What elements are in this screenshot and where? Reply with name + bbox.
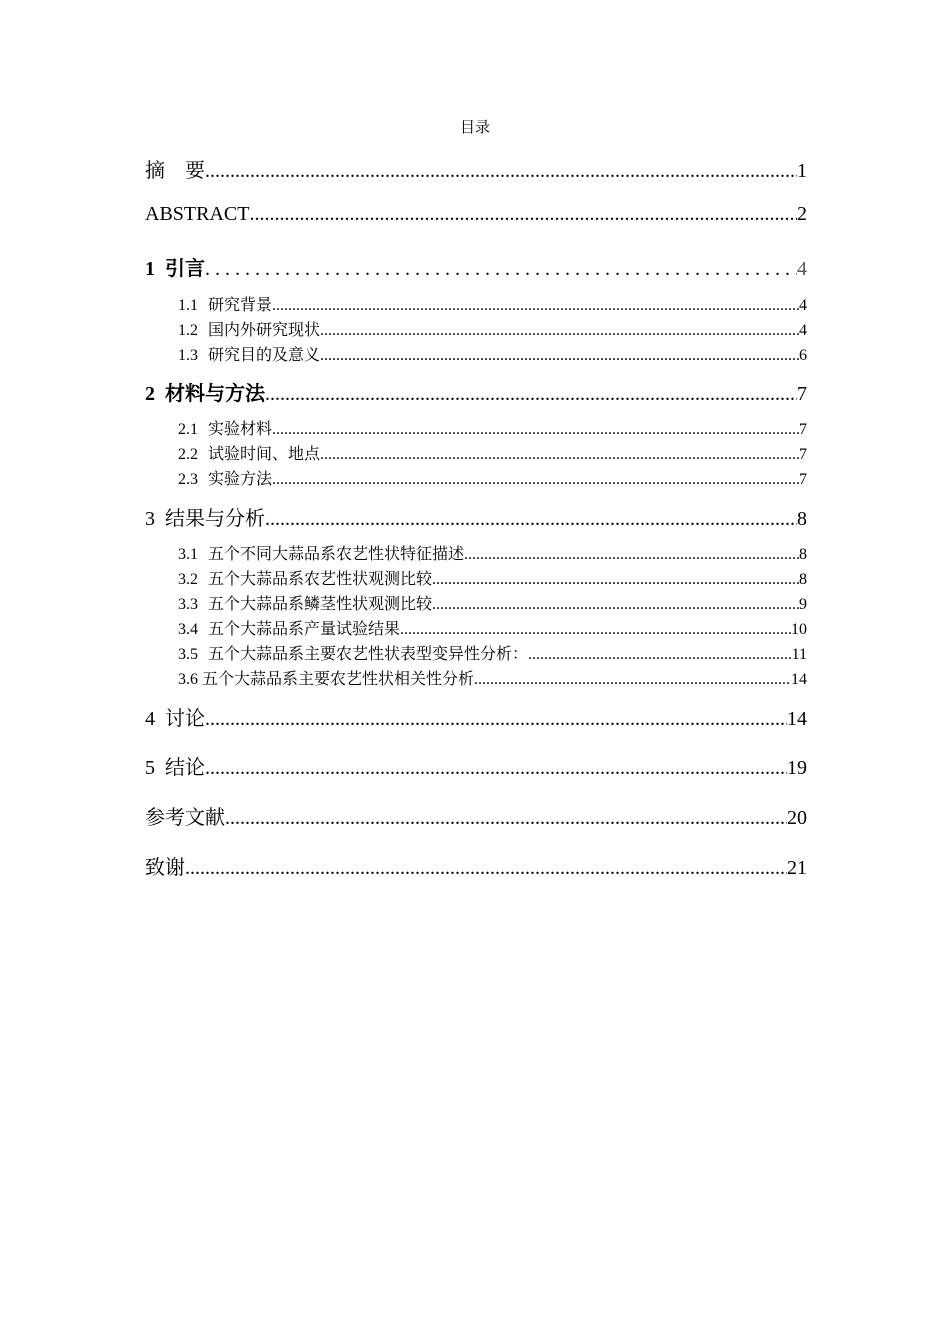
dot-leader [464, 546, 799, 564]
toc-entry-number: 3.1 [178, 546, 198, 563]
toc-entry-label: 摘 要 [145, 160, 205, 182]
toc-entry-number: 3.6 [178, 671, 198, 688]
toc-entry-3-4[interactable] [178, 616, 807, 638]
toc-entry-1-1[interactable] [178, 292, 807, 314]
dot-leader [225, 807, 787, 830]
toc-entry-page: 20 [787, 807, 807, 829]
toc-entry-page: 6 [799, 347, 807, 364]
toc-entry-3-6[interactable] [178, 666, 807, 688]
toc-entry-page: 9 [799, 596, 807, 613]
toc-entry-page: 1 [797, 160, 807, 182]
toc-entry-page: 8 [797, 508, 807, 530]
toc-entry-number: 2.2 [178, 446, 198, 463]
toc-entry-page: 7 [799, 471, 807, 488]
toc-entry-3-3[interactable] [178, 591, 807, 613]
toc-entry-number: 3.2 [178, 571, 198, 588]
toc-entry-number: 1 [145, 258, 155, 280]
toc-entry-chapter-2[interactable] [145, 377, 807, 403]
toc-entry-page: 7 [799, 421, 807, 438]
toc-entry-abstract-cn[interactable] [145, 154, 807, 180]
toc-entry-page: 4 [799, 297, 807, 314]
dot-leader [265, 383, 797, 406]
toc-entry-number: 5 [145, 757, 155, 779]
dot-leader [432, 596, 799, 614]
toc-entry-label: 实验材料 [208, 421, 273, 438]
toc-entry-label: 五个大蒜品系鳞茎性状观测比较 [208, 596, 433, 613]
toc-entry-label: 结果与分析 [165, 508, 265, 530]
toc-entry-page: 4 [799, 322, 807, 339]
toc-entry-page: 8 [799, 571, 807, 588]
toc-entry-chapter-4[interactable] [145, 702, 807, 728]
toc-entry-2-3[interactable] [178, 466, 807, 488]
toc-entry-label: 引言 [165, 258, 205, 280]
toc-entry-label: 实验方法 [208, 471, 273, 488]
dot-leader [272, 297, 799, 315]
toc-entry-number: 3 [145, 508, 155, 530]
toc-entry-label: 结论 [165, 757, 205, 779]
toc-entry-page: 14 [791, 671, 807, 688]
toc-entry-page: 11 [791, 646, 807, 663]
toc-entry-page: 2 [797, 203, 807, 225]
toc-entry-number: 2 [145, 383, 155, 405]
toc-entry-number: 3.5 [178, 646, 198, 663]
toc-entry-2-1[interactable] [178, 416, 807, 438]
toc-entry-label: 五个大蒜品系农艺性状观测比较 [208, 571, 433, 588]
dot-leader [205, 258, 797, 281]
toc-entry-label: 五个不同大蒜品系农艺性状特征描述 [208, 546, 465, 563]
toc-title: 目录 [459, 120, 490, 136]
toc-entry-label: 研究背景 [208, 297, 273, 314]
toc-entry-chapter-3[interactable] [145, 502, 807, 528]
toc-entry-abstract-en[interactable] [145, 203, 807, 229]
toc-entry-label: 讨论 [165, 708, 205, 730]
dot-leader [432, 571, 799, 589]
toc-entry-number: 3.4 [178, 621, 198, 638]
dot-leader [272, 471, 799, 489]
toc-entry-label: 五个大蒜品系主要农艺性状相关性分析 [202, 671, 475, 688]
toc-entry-label: 试验时间、地点 [208, 446, 321, 463]
toc-entry-page: 21 [787, 857, 807, 879]
dot-leader [205, 757, 787, 780]
toc-entry-label: 五个大蒜品系主要农艺性状表型变异性分析： [208, 646, 529, 663]
toc-entry-page: 10 [791, 621, 807, 638]
toc-entry-number: 4 [145, 708, 155, 730]
toc-entry-3-5[interactable] [178, 641, 807, 663]
dot-leader [400, 621, 791, 639]
toc-entry-3-1[interactable] [178, 541, 807, 563]
toc-entry-label: 五个大蒜品系产量试验结果 [208, 621, 401, 638]
dot-leader [320, 322, 799, 340]
dot-leader [474, 671, 791, 689]
toc-entry-label: 致谢 [145, 857, 185, 879]
toc-entry-number: 2.1 [178, 421, 198, 438]
toc-entry-page: 7 [797, 383, 807, 405]
dot-leader [205, 708, 787, 731]
toc-entry-label: 参考文献 [145, 807, 225, 829]
toc-entry-label: 材料与方法 [165, 383, 265, 405]
toc-entry-label: ABSTRACT [145, 203, 250, 225]
dot-leader [320, 446, 799, 464]
toc-entry-page: 8 [799, 546, 807, 563]
toc-entry-page: 14 [787, 708, 807, 730]
toc-entry-page: 4 [797, 258, 807, 280]
toc-entry-page: 19 [787, 757, 807, 779]
toc-entry-chapter-1[interactable] [145, 252, 807, 278]
toc-entry-chapter-5[interactable] [145, 751, 807, 777]
toc-entry-number: 1.1 [178, 297, 198, 314]
toc-entry-number: 1.3 [178, 347, 198, 364]
toc-entry-3-2[interactable] [178, 566, 807, 588]
dot-leader [185, 857, 787, 880]
toc-entry-number: 3.3 [178, 596, 198, 613]
toc-entry-references[interactable] [145, 801, 807, 827]
toc-entry-acknowledgements[interactable] [145, 851, 807, 877]
toc-entry-page: 7 [799, 446, 807, 463]
dot-leader [272, 421, 799, 439]
dot-leader [528, 646, 792, 664]
toc-entry-label: 研究目的及意义 [208, 347, 321, 364]
toc-entry-2-2[interactable] [178, 441, 807, 463]
toc-entry-1-2[interactable] [178, 317, 807, 339]
dot-leader [249, 203, 797, 226]
toc-entry-label: 国内外研究现状 [208, 322, 321, 339]
toc-entry-number: 2.3 [178, 471, 198, 488]
toc-entry-1-3[interactable] [178, 342, 807, 364]
dot-leader [205, 160, 797, 183]
toc-entry-number: 1.2 [178, 322, 198, 339]
dot-leader [265, 508, 797, 531]
dot-leader [320, 347, 799, 365]
